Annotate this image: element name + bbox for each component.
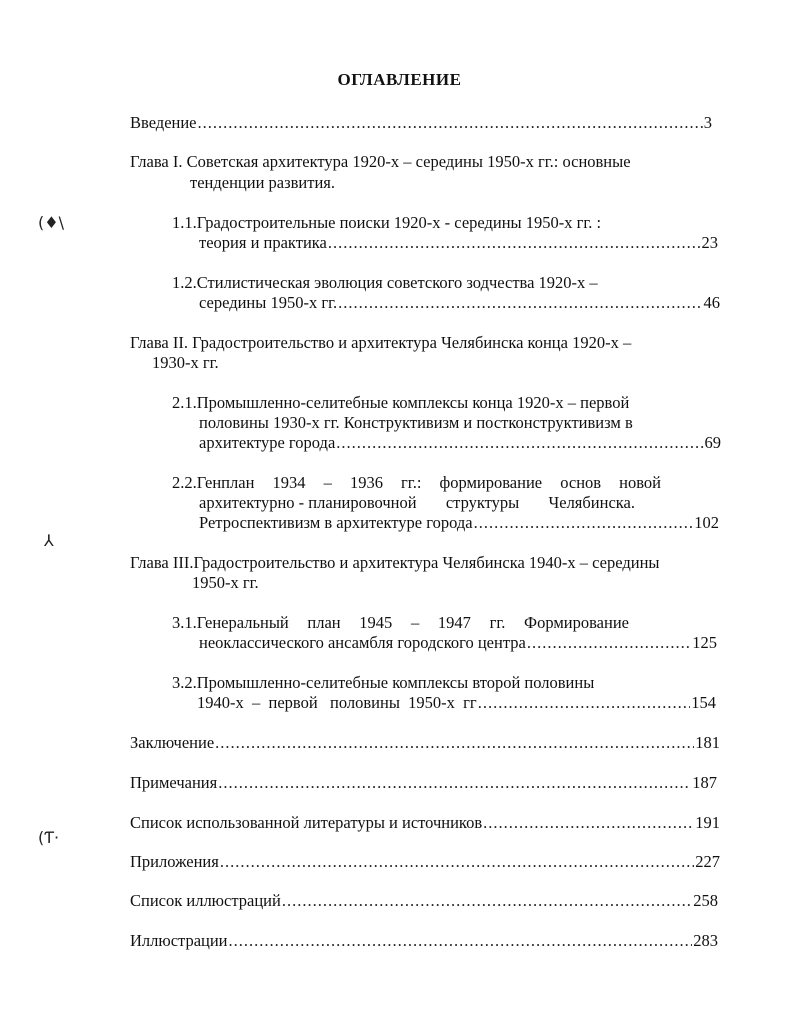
entry-text: Заключение: [130, 733, 215, 752]
page-number: 23: [701, 233, 718, 252]
word: формирование: [439, 473, 543, 492]
word: новой: [619, 473, 661, 492]
chapter-1-heading: Глава I. Советская архитектура 1920-х – середины 1950-х гг.: основные: [130, 152, 631, 171]
word: 3.1.Генеральный: [172, 613, 289, 632]
chapter-2-heading: Глава II. Градостроительство и архитектура Челябинска конца 1920-х –: [130, 333, 632, 352]
dot-leader: [338, 293, 702, 313]
word: структуры: [445, 493, 520, 512]
entry-text: Примечания: [130, 773, 218, 792]
entry-text: Список иллюстраций: [130, 891, 281, 910]
entry-text: Иллюстрации: [130, 931, 228, 950]
page-number: 125: [692, 633, 717, 652]
dot-leader: [474, 513, 694, 533]
entry-text: теория и практика: [199, 233, 327, 252]
toc-entry-2-2: [199, 513, 719, 533]
section-1-2-heading: 1.2.Стилистическая эволюция советского зодчества 1920-х –: [172, 273, 598, 292]
scan-mark-3: (Ƭ·: [38, 828, 60, 847]
section-3-1-heading: [172, 613, 629, 633]
page-number: 154: [691, 693, 716, 712]
toc-entry-appendices: [130, 852, 720, 872]
section-2-2-heading-cont: [199, 493, 635, 513]
page-number: 46: [703, 293, 720, 312]
page-number: 187: [692, 773, 717, 792]
dot-leader: [478, 693, 691, 713]
toc-title: ОГЛАВЛЕНИЕ: [337, 70, 462, 89]
section-2-2-heading: [172, 473, 661, 493]
page-number: 3: [703, 113, 712, 132]
word: 1945: [359, 613, 393, 632]
word: 1934: [272, 473, 306, 492]
page-number: 69: [704, 433, 721, 452]
word: –: [323, 473, 332, 492]
word: Челябинска.: [548, 493, 635, 512]
dot-leader: [282, 891, 692, 911]
toc-entry-conclusion: [130, 733, 720, 753]
entry-text: 1940-х – первой половины 1950-х гг: [197, 693, 477, 712]
entry-text: неоклассического ансамбля городского центра: [199, 633, 526, 652]
toc-entry-3-1: [199, 633, 717, 653]
toc-entry-notes: [130, 773, 717, 793]
word: 1947: [437, 613, 471, 632]
page-number: 283: [693, 931, 718, 950]
page-number: 227: [695, 852, 720, 871]
section-1-1-heading: 1.1.Градостроительные поиски 1920-х - середины 1950-х гг. :: [172, 213, 602, 232]
dot-leader: [336, 433, 703, 453]
word: Формирование: [524, 613, 629, 632]
entry-text: Введение: [130, 113, 197, 132]
page-number: 102: [694, 513, 719, 532]
toc-entry-illustration-list: [130, 891, 718, 911]
chapter-1-heading-cont: тенденции развития.: [190, 173, 335, 192]
dot-leader: [527, 633, 691, 653]
word: основ: [560, 473, 602, 492]
section-2-1-heading-cont: половины 1930-х гг. Конструктивизм и постконструктивизм в: [199, 413, 633, 432]
scan-mark-1: (♦\: [38, 213, 64, 232]
word: гг.:: [401, 473, 422, 492]
entry-text: Ретроспективизм в архитектуре города: [199, 513, 473, 532]
toc-entry-intro: [130, 113, 712, 133]
entry-text: архитектуре города: [199, 433, 336, 452]
word: гг.: [489, 613, 506, 632]
section-3-2-heading: 3.2.Промышленно-селитебные комплексы второй половины: [172, 673, 595, 692]
dot-leader: [229, 931, 693, 951]
dot-leader: [328, 233, 701, 253]
page-number: 258: [693, 891, 718, 910]
entry-text: Приложения: [130, 852, 219, 871]
dot-leader: [218, 773, 691, 793]
page-number: 191: [695, 813, 720, 832]
chapter-3-heading-cont: 1950-х гг.: [192, 573, 259, 592]
page-number: 181: [695, 733, 720, 752]
word: план: [307, 613, 341, 632]
word: –: [410, 613, 420, 632]
toc-entry-3-2: [197, 693, 716, 713]
dot-leader: [483, 813, 694, 833]
chapter-3-heading: Глава III.Градостроительство и архитектура Челябинска 1940-х – середины: [130, 553, 660, 572]
toc-entry-bibliography: [130, 813, 720, 833]
dot-leader: [220, 852, 694, 872]
dot-leader: [198, 113, 703, 133]
section-2-1-heading: 2.1.Промышленно-селитебные комплексы конца 1920-х – первой: [172, 393, 630, 412]
scan-mark-2: ⅄: [44, 531, 54, 550]
toc-entry-illustrations: [130, 931, 718, 951]
chapter-2-heading-cont: 1930-х гг.: [152, 353, 219, 372]
toc-entry-2-1: [199, 433, 721, 453]
dot-leader: [215, 733, 694, 753]
word: 2.2.Генплан: [172, 473, 255, 492]
toc-entry-1-1: [199, 233, 718, 253]
entry-text: середины 1950-х гг.: [199, 293, 338, 312]
word: архитектурно - планировочной: [199, 493, 417, 512]
word: 1936: [349, 473, 383, 492]
toc-entry-1-2: [199, 293, 720, 313]
entry-text: Список использованной литературы и источников: [130, 813, 483, 832]
